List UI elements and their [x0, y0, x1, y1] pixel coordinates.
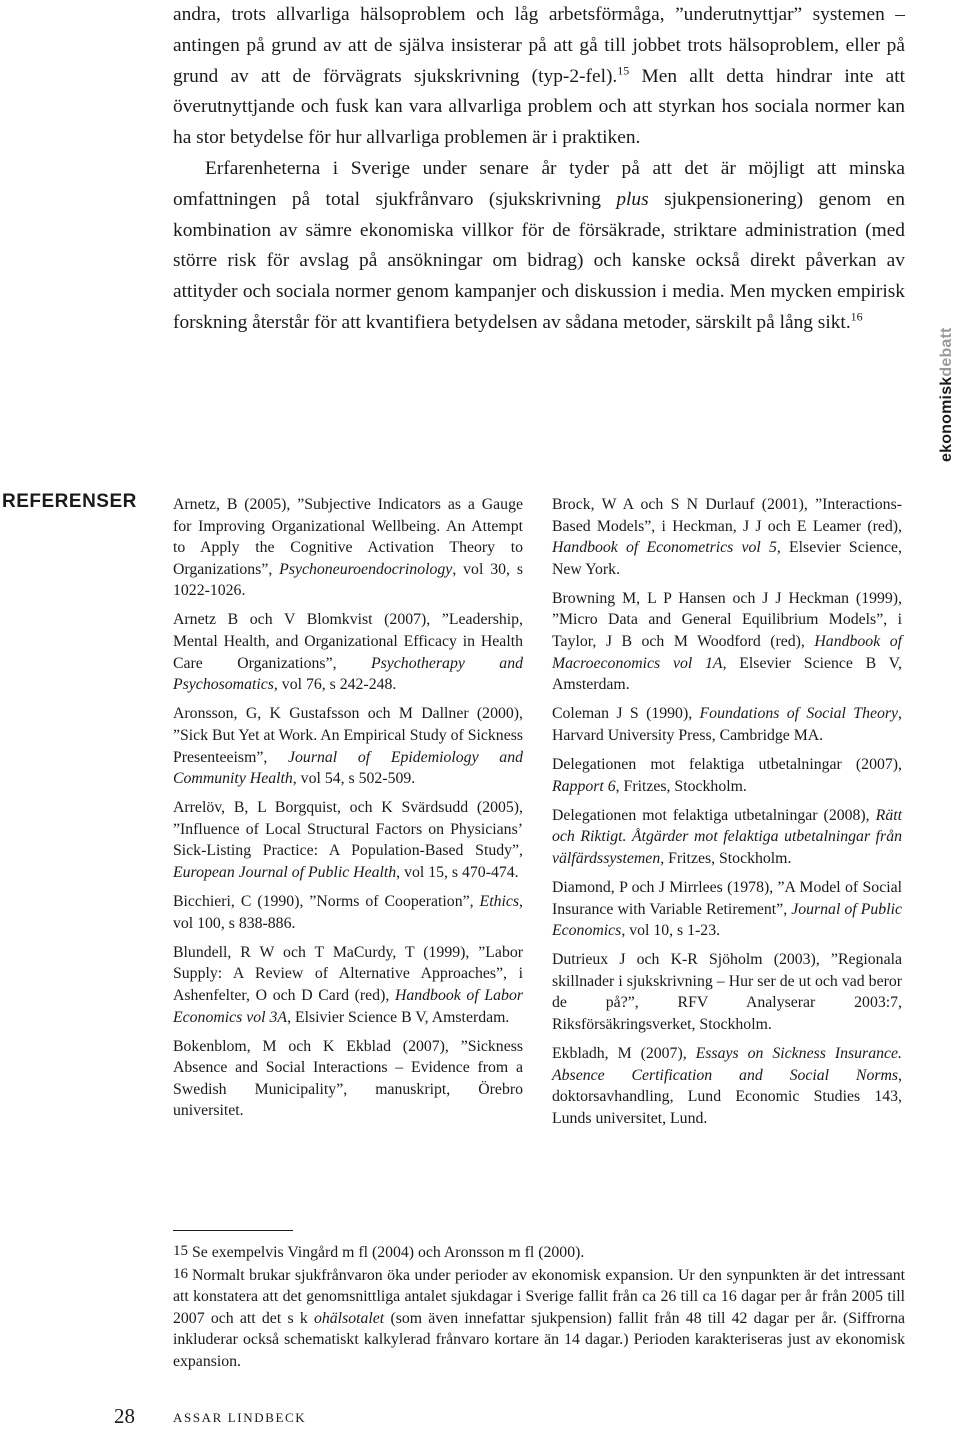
footnote: 15 Se exempelvis Vingård m fl (2004) och Aronsson m fl (2000). — [173, 1243, 585, 1261]
reference-entry: Diamond, P och J Mirrlees (1978), ”A Model of Social Insurance with Variable Retirement”, Journal of Public Economics, vol 10, s 1-23. — [552, 879, 902, 940]
footnotes — [173, 1241, 905, 1373]
reference-entry: Coleman J S (1990), Foundations of Social Theory, Harvard University Press, Cambridge MA. — [552, 705, 902, 744]
footnote-number: 15 — [173, 1243, 188, 1259]
paragraph-2: Erfarenheterna i Sverige under senare år tyder på att det är möjligt att minska omfattningen på total sjukfrånvaro (sjukskrivning plus sjukpensionering) genom en kombination av sämre ekonomiska villkor för de försäkrade, striktare administration (med större risk för avslag på ansökningar om bidrag) och kanske också direkt påverkan av attityder och sociala normer genom kampanjer och diskussion i media. Men mycken empirisk forskning återstår för att kvantifiera betydelsen av sådana metoder, särskilt på lång sikt.$^{16}$ — [173, 157, 905, 333]
body-text — [173, 0, 905, 339]
footnote-divider — [173, 1230, 293, 1231]
reference-entry: Ekbladh, M (2007), Essays on Sickness Insurance. Absence Certification and Social Norms, doktorsavhandling, Lund Economic Studies 143, Lunds universitet, Lund. — [552, 1045, 902, 1127]
references-column-left — [173, 494, 523, 1130]
reference-entry: Brock, W A och S N Durlauf (2001), ”Interactions-Based Models”, i Heckman, J J och E Leamer (red), Handbook of Econometrics vol 5, Elsevier Science, New York. — [552, 496, 903, 578]
reference-entry: Blundell, R W och T MaCurdy, T (1999), ”Labor Supply: A Review of Alternative Approaches”, i Ashenfelter, O och D Card (red), Handbook of Labor Economics vol 3A, Elsivier Science B V, Amsterdam. — [173, 943, 524, 1026]
reference-entry: Bokenblom, M och K Ekblad (2007), ”Sickness Absence and Social Interactions – Evidence from a Swedish Municipality”, manuskript, Örebro universitet. — [173, 1037, 523, 1120]
page-number: 28 — [114, 1404, 135, 1428]
footnote-ref-16[interactable]: 16 — [850, 309, 863, 324]
reference-entry: Arnetz B och V Blomkvist (2007), ”Leadership, Mental Health, and Organizational Efficacy in Health Care Organizations”, Psychotherapy and Psychosomatics, vol 76, s 242-248. — [173, 611, 523, 694]
reference-entry: Arnetz, B (2005), ”Subjective Indicators as a Gauge for Improving Organizational Wellbeing. An Attempt to Apply the Cognitive Activation Theory to Organizations”, Psychoneuroendocrinology, vol 30, s 1022-1026. — [173, 496, 523, 600]
footnote-ref-15[interactable]: 15 — [617, 63, 630, 78]
reference-entry: Delegationen mot felaktiga utbetalningar (2008), Rätt och Riktigt. Åtgärder mot felaktiga utbetalningar från välfärdssystemen, Fritzes, Stockholm. — [552, 806, 902, 867]
reference-entry: Aronsson, G, K Gustafsson och M Dallner (2000), ”Sick But Yet at Work. An Empirical Study of Sickness Presenteeism”, Journal of Epidemiology and Community Health, vol 54, s 502-509. — [173, 705, 523, 788]
reference-entry: Delegationen mot felaktiga utbetalningar (2007), Rapport 6, Fritzes, Stockholm. — [552, 756, 902, 795]
reference-entry: Dutrieux J och K-R Sjöholm (2003), ”Regionala skillnader i sjukskrivning – Hur ser de ut och vad beror de på?”, RFV Analyserar 2003:7, Riksförsäkringsverket, Stockholm. — [552, 951, 902, 1034]
references-heading: REFERENSER — [2, 491, 137, 512]
footnote: 16 Normalt brukar sjukfrånvaron öka under perioder av ekonomisk expansion. Ur den synpunkten är det intressant att konstatera att det genomsnittliga antalet sjukdagar i Sverige fallit från ca 26 till ca 16 dagar per år från 2005 till 2007 och att det s k ohälsotalet (som även innefattar sjukpension) fallit från 48 till 42 dagar per år. (Siffrorna inkluderar också schematiskt kalkylerad frånvaro kortare än 14 dagar.) Perioden karakteriseras just av ekonomisk expansion. — [173, 1265, 906, 1370]
running-footer-author: ASSAR LINDBECK — [173, 1410, 307, 1425]
reference-entry: Browning M, L P Hansen och J J Heckman (1999), ”Micro Data and General Equilibrium Models”, i Taylor, J B och M Woodford (red), Handbook of Macroeconomics vol 1A, Elsevier Science B V, Amsterdam. — [552, 589, 902, 694]
journal-side-label: ekonomiskdebatt — [938, 327, 955, 462]
references-column-right — [552, 494, 902, 1137]
footnote-number: 16 — [173, 1265, 188, 1282]
paragraph-1: andra, trots allvarliga hälsoproblem och låg arbetsförmåga, ”underutnyttjar” systemen – antingen på grund av att de själva insisterar på att gå till jobbet trots hälsoproblem, eller på grund av att de förvägrats sjukskrivning (typ-2-fel).$^{15}$ Men allt detta hindrar inte att överutnyttjande och fusk kan vara allvarliga problem och att styrkan hos sociala normer kan ha stor betydelse för hur allvarliga problemen är i praktiken. — [173, 4, 905, 149]
reference-entry: Arrelöv, B, L Borgquist, och K Svärdsudd (2005), ”Influence of Local Structural Factors on Physicians’ Sick-Listing Practice: A Population-Based Study”, European Journal of Public Health, vol 15, s 470-474. — [173, 799, 523, 881]
reference-entry: Bicchieri, C (1990), ”Norms of Cooperation”, Ethics, vol 100, s 838-886. — [173, 893, 523, 932]
